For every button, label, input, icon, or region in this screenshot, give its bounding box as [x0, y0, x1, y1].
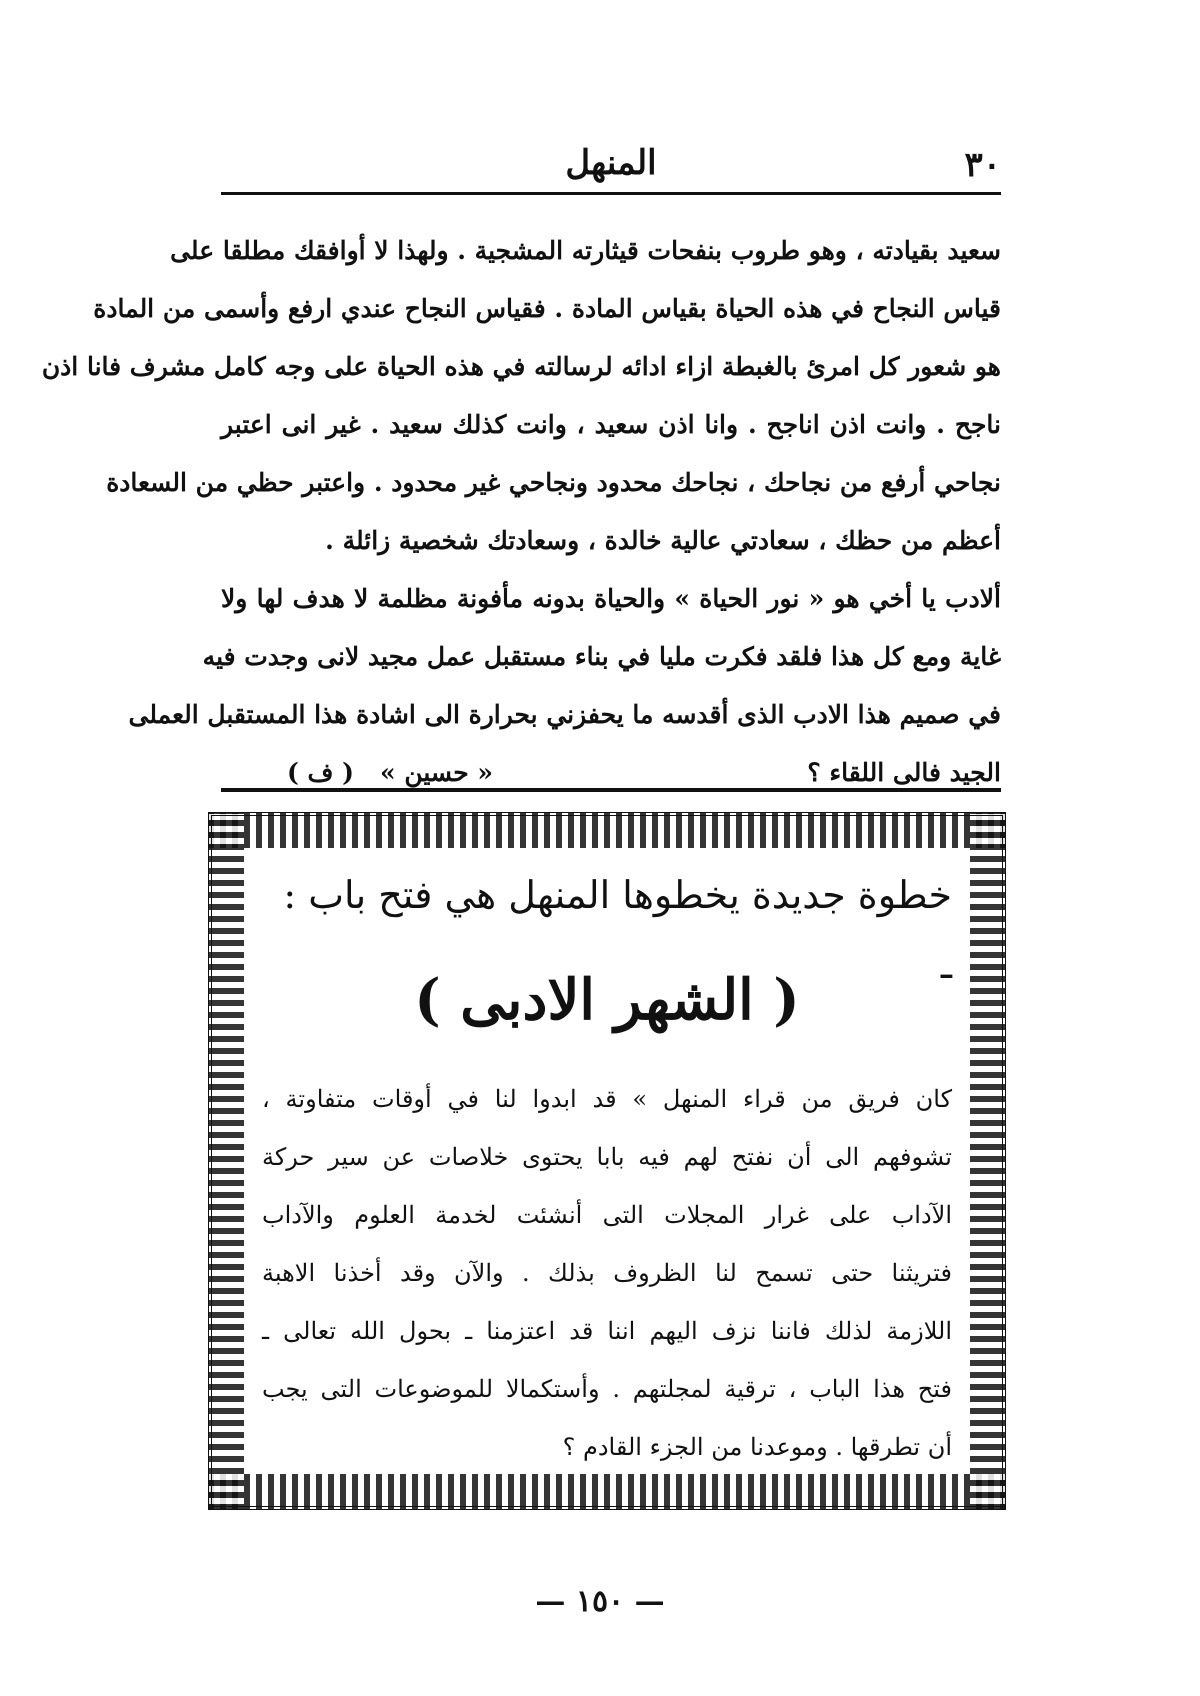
page-header	[221, 135, 1001, 195]
essay-line: نجاحي أرفع من نجاحك ، نجاحك محدود ونجاحي غير محدود . واعتبر حظي من السعادة	[106, 468, 1001, 497]
announcement-line: أن تطرقها . وموعدنا من الجزء القادم ؟	[562, 1433, 952, 1461]
essay-line: ناجح . وانت اذن اناجح . وانا اذن سعيد ، وانت كذلك سعيد . غير انى اعتبر	[221, 410, 1001, 439]
announcement-line: فتح هذا الباب ، ترقية لمجلتهم . وأستكمالا للموضوعات التى يجب	[262, 1375, 952, 1403]
header-rule	[221, 192, 1001, 195]
section-rule	[221, 788, 1001, 792]
announcement-line: اللازمة لذلك فاننا نزف اليهم اننا قد اعتزمنا ـ بحول الله تعالى ـ	[262, 1317, 952, 1345]
announcement-line: كان فريق من قراء المنهل » قد ابدوا لنا في أوقات متفاوتة ،	[262, 1085, 952, 1113]
essay-line: قياس النجاح في هذه الحياة بقياس المادة . فقياس النجاح عندي ارفع وأسمى من المادة	[93, 294, 1001, 323]
essay-line: غاية ومع كل هذا فلقد فكرت مليا في بناء مستقبل عمل مجيد لانى وجدت فيه	[202, 642, 1001, 671]
announcement-line: الآداب على غرار المجلات التى أنشئت لخدمة العلوم والآداب	[262, 1201, 952, 1229]
announcement-line: تشوفهم الى أن نفتح لهم فيه بابا يحتوى خلاصات عن سير حركة	[262, 1143, 952, 1171]
author-signature: « حسين »	[379, 758, 493, 787]
author-initial: ( ف )	[287, 758, 354, 787]
essay-body	[41, 222, 1001, 802]
announcement-line: فتريثنا حتى تسمح لنا الظروف بذلك . والآن وقد أخذنا الاهبة	[262, 1259, 952, 1287]
announcement-body	[262, 1070, 952, 1476]
essay-signoff	[221, 744, 1001, 802]
announcement-title: ( الشهر الادبى )	[414, 967, 800, 1033]
essay-closing: الجيد فالى اللقاء ؟	[807, 758, 1001, 787]
essay-line: سعيد بقيادته ، وهو طروب بنفحات قيثارته المشجية . ولهذا لا أوافقك مطلقا على	[170, 236, 1001, 265]
essay-line: أعظم من حظك ، سعادتي عالية خالدة ، وسعادتك شخصية زائلة .	[325, 526, 1001, 555]
folio-number: — ١٥٠ —	[535, 1584, 665, 1619]
essay-line: هو شعور كل امرئ بالغبطة ازاء ادائه لرسالته في هذه الحياة على وجه كامل مشرف فانا اذن	[41, 352, 1001, 381]
essay-line: ألادب يا أخي هو « نور الحياة » والحياة بدونه مأفونة مظلمة لا هدف لها ولا	[221, 584, 1001, 613]
essay-line: في صميم هذا الادب الذى أقدسه ما يحفزني بحرارة الى اشادة هذا المستقبل العملى	[128, 700, 1001, 729]
announcement-heading: خطوة جديدة يخطوها المنهل هي فتح باب : ـ	[283, 873, 952, 987]
page-number: ٣٠	[964, 145, 1001, 185]
running-title: المنهل	[565, 143, 657, 183]
